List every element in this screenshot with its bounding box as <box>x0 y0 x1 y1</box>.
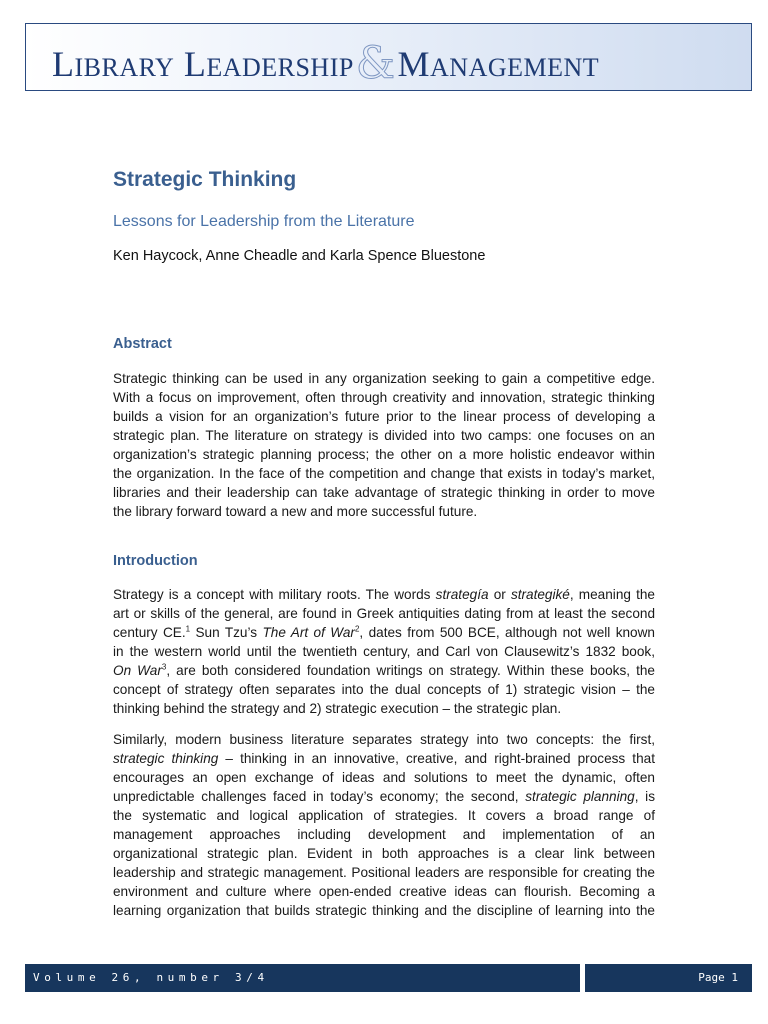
text-line: builds a vision for an organization’s future prior to the linear process of developing a <box>113 409 655 424</box>
article-authors: Ken Haycock, Anne Cheadle and Karla Spence Bluestone <box>113 248 486 264</box>
text-line: century CE.$^1$ Sun Tzu’s The Art of War$^2$, dates from 500 BCE, although not well known <box>113 624 655 640</box>
italic-term: strategía <box>435 587 489 602</box>
text-line: strategic plan. The literature on strategy is divided into two camps: one focuses on an <box>113 428 655 443</box>
masthead-library-initial: L <box>52 44 75 84</box>
text-line: Strategy is a concept with military roots. The words strategía or strategiké, meaning the <box>113 587 655 602</box>
journal-masthead <box>25 23 752 91</box>
masthead-library-rest: IBRARY <box>74 53 175 82</box>
text-line: thinking behind the strategy and 2) strategic execution – the strategic plan. <box>113 701 562 716</box>
footer-volume: Volume 26, number 3/4 <box>25 964 580 992</box>
book-title: The Art of War <box>262 625 355 640</box>
text-line: concept of strategy often separates into the dual concepts of 1) strategic vision – the <box>113 682 655 697</box>
text-line: encourages an open exchange of ideas and solutions to meet the dynamic, often <box>113 770 655 785</box>
text-line: organizational strategic plan. Evident in both approaches is a clear link between <box>113 846 655 861</box>
footer-page-number: Page 1 <box>585 964 752 992</box>
book-title: On War <box>113 663 162 678</box>
journal-title <box>52 36 599 87</box>
text-line: Similarly, modern business literature separates strategy into two concepts: the first, <box>113 732 655 747</box>
text-line: libraries and their leadership can take advantage of strategic thinking in order to move <box>113 485 655 500</box>
text-line: unpredictable challenges faced in today’s economy; the second, strategic planning, is <box>113 789 656 804</box>
text-line: Strategic thinking can be used in any organization seeking to gain a competitive edge. <box>113 371 655 386</box>
text-line: the organization. In the face of the competition and change that exists in today’s market, <box>113 466 655 481</box>
text-line: With a focus on improvement, often through creativity and innovation, strategic thinking <box>113 390 655 405</box>
masthead-leadership-initial: L <box>183 44 207 84</box>
italic-term: strategic planning <box>525 789 635 804</box>
text-line: in the western world until the twentieth century, and Carl von Clausewitz’s 1832 book, <box>113 644 655 659</box>
footnote-ref: 1 <box>185 624 191 634</box>
introduction-paragraph-2 <box>113 730 655 920</box>
abstract-paragraph <box>113 369 655 521</box>
masthead-management-initial: M <box>397 44 431 84</box>
text-line: organization’s strategic planning process; the other on a more holistic endeavor within <box>113 447 655 462</box>
masthead-leadership-rest: EADERSHIP <box>206 53 354 82</box>
masthead-ampersand: & <box>355 38 396 89</box>
text-line: art or skills of the general, are found in Greek antiquities dating from at least the second <box>113 606 655 621</box>
text-line: environment and culture where open-ended creative ideas can flourish. Becoming a <box>113 884 655 899</box>
italic-term: strategiké <box>510 587 570 602</box>
text-line: leadership and strategic management. Positional leaders are responsible for creating the <box>113 865 655 880</box>
footnote-ref: 3 <box>161 662 167 672</box>
article-subtitle: Lessons for Leadership from the Literature <box>113 213 415 230</box>
page-footer <box>25 964 752 992</box>
text-line: strategic thinking – thinking in an innovative, creative, and right-brained process that <box>113 751 655 766</box>
introduction-paragraph-1 <box>113 585 655 718</box>
text-line: the systematic and logical application of strategies. It covers a broad range of <box>113 808 655 823</box>
masthead-management-rest: ANAGEMENT <box>430 53 600 82</box>
article-title: Strategic Thinking <box>113 168 297 191</box>
text-line: On War$^3$, are both considered foundation writings on strategy. Within these books, the <box>113 662 655 678</box>
text-line: learning organization that builds strategic thinking and the discipline of learning into the <box>113 903 655 918</box>
italic-term: strategic thinking <box>113 751 219 766</box>
abstract-heading: Abstract <box>113 336 172 352</box>
introduction-heading: Introduction <box>113 553 198 569</box>
text-line: management approaches including development and implementation of an <box>113 827 655 842</box>
text-line: the library forward toward a new and more successful future. <box>113 504 478 519</box>
footnote-ref: 2 <box>354 624 360 634</box>
